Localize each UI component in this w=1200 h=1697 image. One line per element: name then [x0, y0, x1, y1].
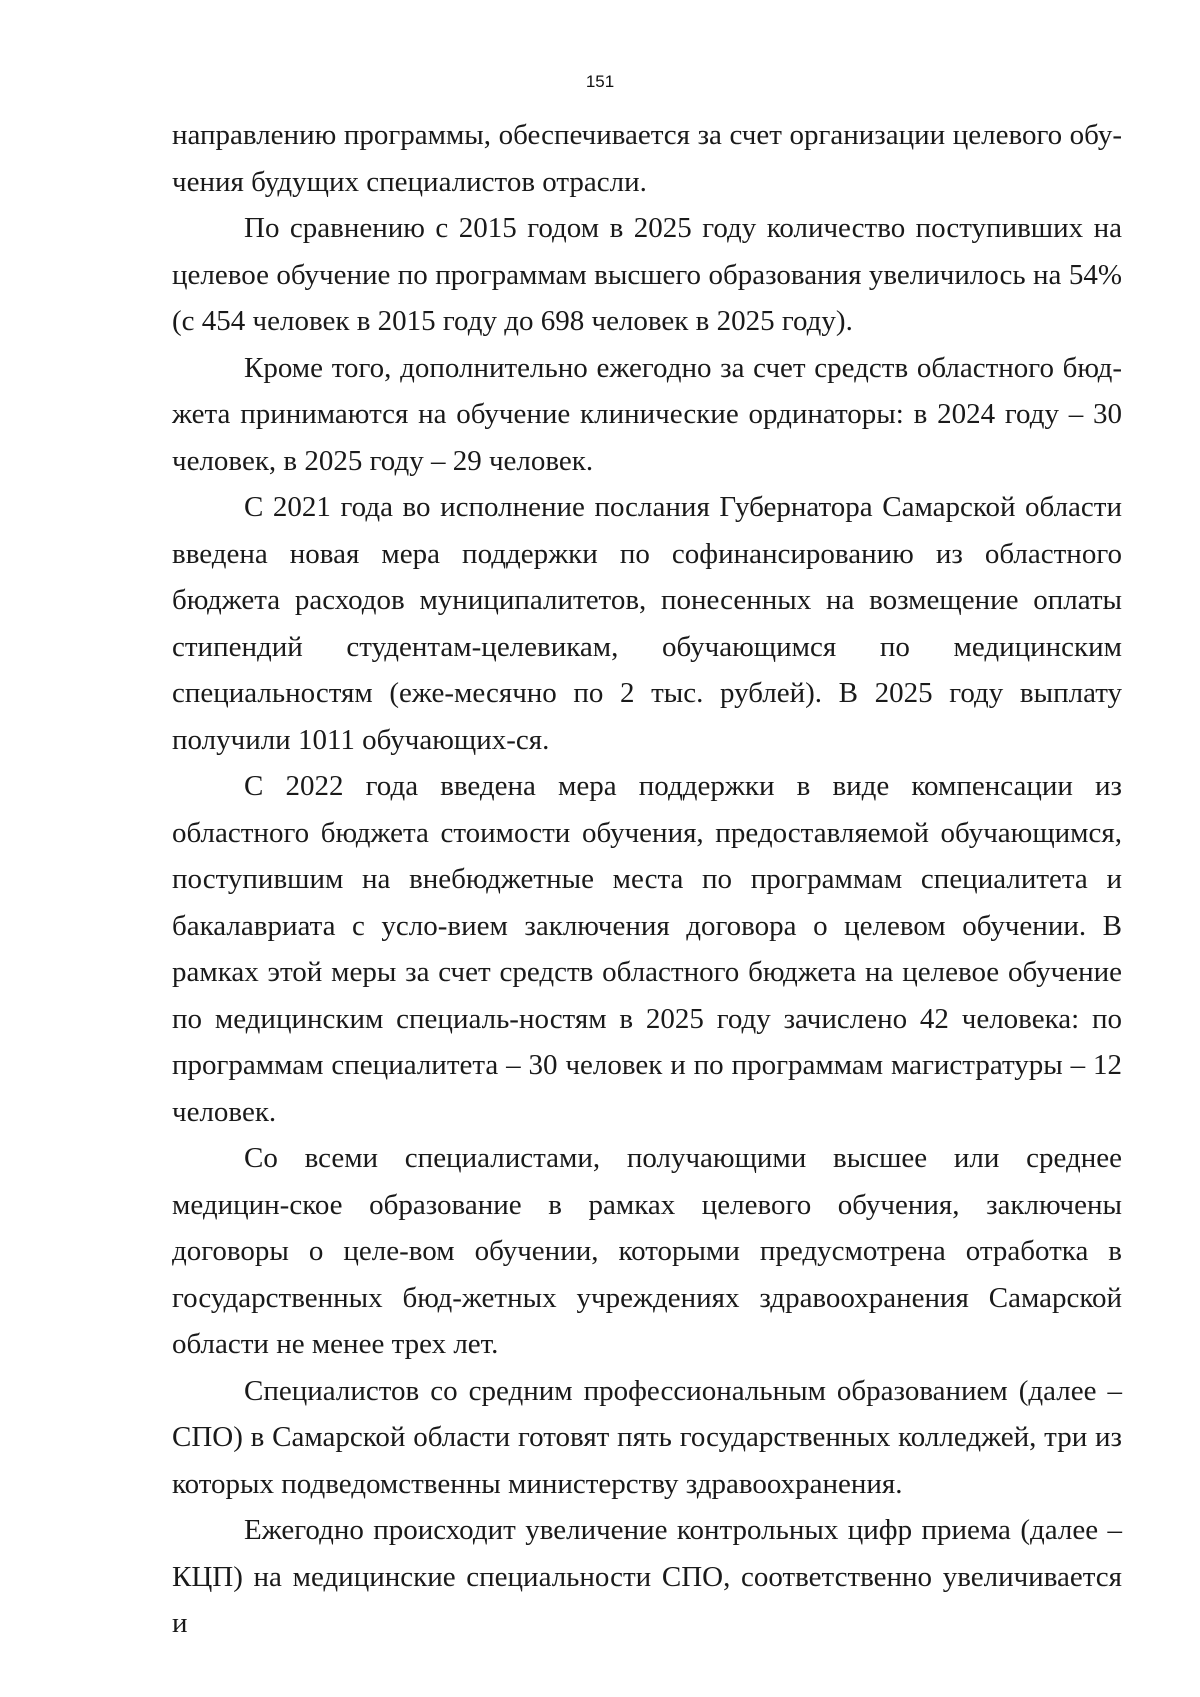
paragraph-stipend-cofinancing: С 2021 года во исполнение послания Губернатора Самарской области введена новая мера поддержки по софинансированию из областного бюджета расходов муниципалитетов, понесенных на возмещение оплаты стипендий студентам-целевикам, обучающимся по медицинским специальностям (еже-месячно по 2 тыс. рублей). В 2025 году выплату получили 1011 обучающих-ся. — [172, 491, 1122, 756]
paragraph-spo-colleges: Специалистов со средним профессиональным образованием (далее – СПО) в Самарской области готовят пять государственных колледжей, три из которых подведомственны министерству здравоохранения. — [172, 1374, 1122, 1500]
paragraph-clinical-residents: Кроме того, дополнительно ежегодно за счет средств областного бюд-жета принимаются на обучение клинические ординаторы: в 2024 году – 30 человек, в 2025 году – 29 человек. — [172, 351, 1122, 477]
paragraph-continuation: направлению программы, обеспечивается за счет организации целевого обу-чения будущих специалистов отрасли. — [172, 119, 1122, 198]
paragraph-target-training-growth: По сравнению с 2015 годом в 2025 году количество поступивших на целевое обучение по программам высшего образования увеличилось на 54% (с 454 человек в 2015 году до 698 человек в 2025 году). — [172, 212, 1122, 337]
document-body — [172, 112, 1122, 1647]
paragraph-admission-quotas: Ежегодно происходит увеличение контрольных цифр приема (далее – КЦП) на медицинские специальности СПО, соответственно увеличивается и — [172, 1514, 1122, 1639]
page-number: 151 — [585, 72, 615, 91]
paragraph-tuition-compensation: С 2022 года введена мера поддержки в виде компенсации из областного бюджета стоимости обучения, предоставляемой обучающимся, поступившим на внебюджетные места по программам специалитета и бакалавриата с усло-вием заключения договора о целевом обучении. В рамках этой меры за счет средств областного бюджета на целевое обучение по медицинским специаль-ностям в 2025 году зачислено 42 человека: по программам специалитета – 30 человек и по программам магистратуры – 12 человек. — [172, 770, 1122, 1128]
paragraph-target-contracts: Со всеми специалистами, получающими высшее или среднее медицин-ское образование в рамках целевого обучения, заключены договоры о целе-вом обучении, которыми предусмотрена отработка в государственных бюд-жетных учреждениях здравоохранения Самарской области не менее трех лет. — [172, 1142, 1122, 1360]
